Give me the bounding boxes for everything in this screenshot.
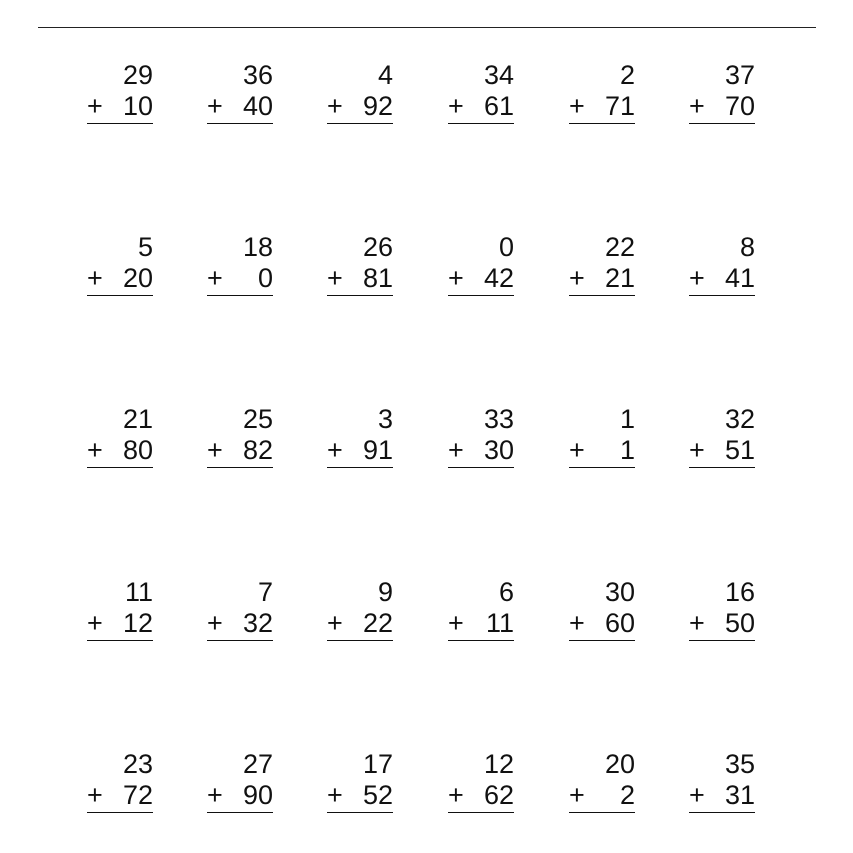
bottom-addend-value: 90 <box>242 780 273 810</box>
addition-problem <box>448 232 514 302</box>
plus-sign: + <box>569 91 585 121</box>
bottom-addend <box>207 91 273 122</box>
addition-problem <box>689 232 755 302</box>
addition-problem <box>207 749 273 819</box>
top-addend-value: 3 <box>377 404 393 434</box>
top-addend-value: 34 <box>483 60 514 90</box>
bottom-addend-value: 80 <box>122 435 153 465</box>
bottom-addend-value: 71 <box>604 91 635 121</box>
top-addend-value: 4 <box>377 60 393 90</box>
bottom-addend <box>207 435 273 466</box>
addition-problem <box>569 232 635 302</box>
plus-sign: + <box>448 435 464 465</box>
answer-line <box>569 812 635 813</box>
plus-sign: + <box>569 780 585 810</box>
top-addend <box>87 404 153 435</box>
top-addend <box>689 577 755 608</box>
bottom-addend-value: 40 <box>242 91 273 121</box>
bottom-addend-value: 70 <box>724 91 755 121</box>
addition-problem <box>689 749 755 819</box>
bottom-addend-value: 50 <box>724 608 755 638</box>
answer-line <box>207 467 273 468</box>
bottom-addend <box>569 435 635 466</box>
addition-problem <box>689 577 755 647</box>
top-addend <box>327 60 393 91</box>
top-addend-value: 29 <box>122 60 153 90</box>
top-addend <box>569 232 635 263</box>
bottom-addend-value: 82 <box>242 435 273 465</box>
bottom-addend-value: 81 <box>362 263 393 293</box>
plus-sign: + <box>689 91 705 121</box>
answer-line <box>689 640 755 641</box>
bottom-addend-value: 21 <box>604 263 635 293</box>
top-addend <box>327 577 393 608</box>
plus-sign: + <box>327 435 343 465</box>
bottom-addend-value: 72 <box>122 780 153 810</box>
bottom-addend-value: 0 <box>257 263 273 293</box>
plus-sign: + <box>689 780 705 810</box>
addition-problem <box>689 60 755 130</box>
top-addend-value: 18 <box>242 232 273 262</box>
answer-line <box>207 295 273 296</box>
addition-problem <box>569 404 635 474</box>
bottom-addend <box>569 608 635 639</box>
addition-problem <box>87 749 153 819</box>
bottom-addend-value: 11 <box>485 608 514 638</box>
top-addend-value: 37 <box>724 60 755 90</box>
plus-sign: + <box>207 780 223 810</box>
addition-problem <box>207 60 273 130</box>
top-addend <box>689 232 755 263</box>
top-addend-value: 36 <box>242 60 273 90</box>
bottom-addend-value: 31 <box>724 780 755 810</box>
answer-line <box>448 295 514 296</box>
bottom-addend-value: 92 <box>362 91 393 121</box>
top-addend <box>327 404 393 435</box>
plus-sign: + <box>87 91 103 121</box>
top-addend-value: 11 <box>124 577 153 607</box>
bottom-addend <box>569 780 635 811</box>
plus-sign: + <box>689 435 705 465</box>
bottom-addend <box>87 435 153 466</box>
top-addend <box>569 577 635 608</box>
answer-line <box>448 123 514 124</box>
bottom-addend <box>448 435 514 466</box>
bottom-addend <box>87 608 153 639</box>
answer-line <box>87 812 153 813</box>
answer-line <box>207 812 273 813</box>
answer-line <box>689 812 755 813</box>
top-addend <box>569 404 635 435</box>
bottom-addend-value: 2 <box>619 780 635 810</box>
addition-problem <box>327 404 393 474</box>
top-addend <box>207 749 273 780</box>
top-addend-value: 6 <box>498 577 514 607</box>
top-addend <box>87 749 153 780</box>
plus-sign: + <box>448 780 464 810</box>
addition-problem <box>207 232 273 302</box>
top-addend-value: 23 <box>122 749 153 779</box>
plus-sign: + <box>87 608 103 638</box>
addition-problem <box>87 60 153 130</box>
top-addend-value: 1 <box>619 404 635 434</box>
top-addend-value: 2 <box>619 60 635 90</box>
answer-line <box>569 467 635 468</box>
plus-sign: + <box>207 91 223 121</box>
bottom-addend-value: 42 <box>483 263 514 293</box>
bottom-addend <box>689 608 755 639</box>
addition-problem <box>87 404 153 474</box>
plus-sign: + <box>448 91 464 121</box>
bottom-addend-value: 1 <box>619 435 635 465</box>
bottom-addend-value: 30 <box>483 435 514 465</box>
top-addend-value: 21 <box>122 404 153 434</box>
bottom-addend-value: 51 <box>724 435 755 465</box>
answer-line <box>207 640 273 641</box>
top-addend <box>448 749 514 780</box>
top-addend <box>87 577 153 608</box>
plus-sign: + <box>327 263 343 293</box>
plus-sign: + <box>87 263 103 293</box>
top-addend <box>689 749 755 780</box>
top-addend-value: 7 <box>257 577 273 607</box>
top-addend-value: 32 <box>724 404 755 434</box>
bottom-addend <box>448 91 514 122</box>
plus-sign: + <box>569 263 585 293</box>
addition-problem <box>448 577 514 647</box>
answer-line <box>87 467 153 468</box>
answer-line <box>87 123 153 124</box>
top-addend <box>207 60 273 91</box>
answer-line <box>327 812 393 813</box>
answer-line <box>327 123 393 124</box>
plus-sign: + <box>87 435 103 465</box>
bottom-addend <box>448 780 514 811</box>
plus-sign: + <box>689 608 705 638</box>
top-addend-value: 5 <box>137 232 153 262</box>
top-addend <box>569 749 635 780</box>
plus-sign: + <box>207 435 223 465</box>
bottom-addend-value: 12 <box>122 608 153 638</box>
plus-sign: + <box>87 780 103 810</box>
bottom-addend-value: 61 <box>483 91 514 121</box>
plus-sign: + <box>327 780 343 810</box>
bottom-addend-value: 20 <box>122 263 153 293</box>
bottom-addend <box>569 263 635 294</box>
bottom-addend <box>87 780 153 811</box>
addition-problem <box>569 749 635 819</box>
plus-sign: + <box>689 263 705 293</box>
top-addend-value: 30 <box>604 577 635 607</box>
answer-line <box>87 295 153 296</box>
addition-problem <box>327 60 393 130</box>
bottom-addend-value: 91 <box>362 435 393 465</box>
bottom-addend <box>327 608 393 639</box>
top-addend-value: 25 <box>242 404 273 434</box>
bottom-addend-value: 62 <box>483 780 514 810</box>
addition-problem <box>207 577 273 647</box>
top-addend <box>689 404 755 435</box>
bottom-addend-value: 22 <box>362 608 393 638</box>
answer-line <box>689 123 755 124</box>
answer-line <box>569 123 635 124</box>
top-addend-value: 8 <box>739 232 755 262</box>
bottom-addend <box>689 91 755 122</box>
top-addend-value: 20 <box>604 749 635 779</box>
bottom-addend-value: 10 <box>122 91 153 121</box>
top-addend-value: 35 <box>724 749 755 779</box>
bottom-addend-value: 41 <box>724 263 755 293</box>
top-addend-value: 0 <box>498 232 514 262</box>
bottom-addend <box>448 608 514 639</box>
bottom-addend <box>87 263 153 294</box>
answer-line <box>207 123 273 124</box>
bottom-addend <box>207 780 273 811</box>
bottom-addend <box>327 435 393 466</box>
top-addend-value: 22 <box>604 232 635 262</box>
addition-problem <box>569 60 635 130</box>
top-addend <box>448 232 514 263</box>
addition-problem <box>448 749 514 819</box>
bottom-addend <box>569 91 635 122</box>
top-addend <box>448 577 514 608</box>
bottom-addend <box>448 263 514 294</box>
addition-problem <box>327 749 393 819</box>
top-addend <box>689 60 755 91</box>
plus-sign: + <box>207 608 223 638</box>
top-addend-value: 12 <box>483 749 514 779</box>
top-addend-value: 27 <box>242 749 273 779</box>
plus-sign: + <box>448 608 464 638</box>
top-addend <box>448 404 514 435</box>
bottom-addend-value: 60 <box>604 608 635 638</box>
top-addend-value: 9 <box>377 577 393 607</box>
answer-line <box>689 467 755 468</box>
answer-line <box>689 295 755 296</box>
answer-line <box>569 640 635 641</box>
plus-sign: + <box>569 608 585 638</box>
top-addend <box>569 60 635 91</box>
plus-sign: + <box>207 263 223 293</box>
addition-problem <box>327 232 393 302</box>
answer-line <box>448 812 514 813</box>
addition-problem <box>207 404 273 474</box>
addition-problem <box>448 60 514 130</box>
answer-line <box>448 467 514 468</box>
bottom-addend <box>689 780 755 811</box>
top-addend <box>207 232 273 263</box>
plus-sign: + <box>327 608 343 638</box>
top-addend <box>87 60 153 91</box>
bottom-addend <box>87 91 153 122</box>
addition-problem <box>87 577 153 647</box>
answer-line <box>327 467 393 468</box>
bottom-addend-value: 32 <box>242 608 273 638</box>
addition-problem <box>327 577 393 647</box>
answer-line <box>448 640 514 641</box>
top-addend <box>448 60 514 91</box>
top-addend-value: 17 <box>362 749 393 779</box>
bottom-addend <box>689 435 755 466</box>
bottom-addend <box>689 263 755 294</box>
bottom-addend <box>327 263 393 294</box>
addition-problem <box>448 404 514 474</box>
plus-sign: + <box>448 263 464 293</box>
top-addend <box>87 232 153 263</box>
answer-line <box>569 295 635 296</box>
top-addend <box>207 577 273 608</box>
bottom-addend <box>207 608 273 639</box>
addition-problem <box>689 404 755 474</box>
top-addend <box>327 749 393 780</box>
answer-line <box>87 640 153 641</box>
bottom-addend-value: 52 <box>362 780 393 810</box>
addition-problem <box>87 232 153 302</box>
addition-problem <box>569 577 635 647</box>
bottom-addend <box>207 263 273 294</box>
top-addend <box>207 404 273 435</box>
plus-sign: + <box>327 91 343 121</box>
answer-line <box>327 295 393 296</box>
top-addend-value: 26 <box>362 232 393 262</box>
answer-line <box>327 640 393 641</box>
bottom-addend <box>327 91 393 122</box>
top-addend-value: 16 <box>724 577 755 607</box>
bottom-addend <box>327 780 393 811</box>
top-addend-value: 33 <box>483 404 514 434</box>
plus-sign: + <box>569 435 585 465</box>
top-addend <box>327 232 393 263</box>
